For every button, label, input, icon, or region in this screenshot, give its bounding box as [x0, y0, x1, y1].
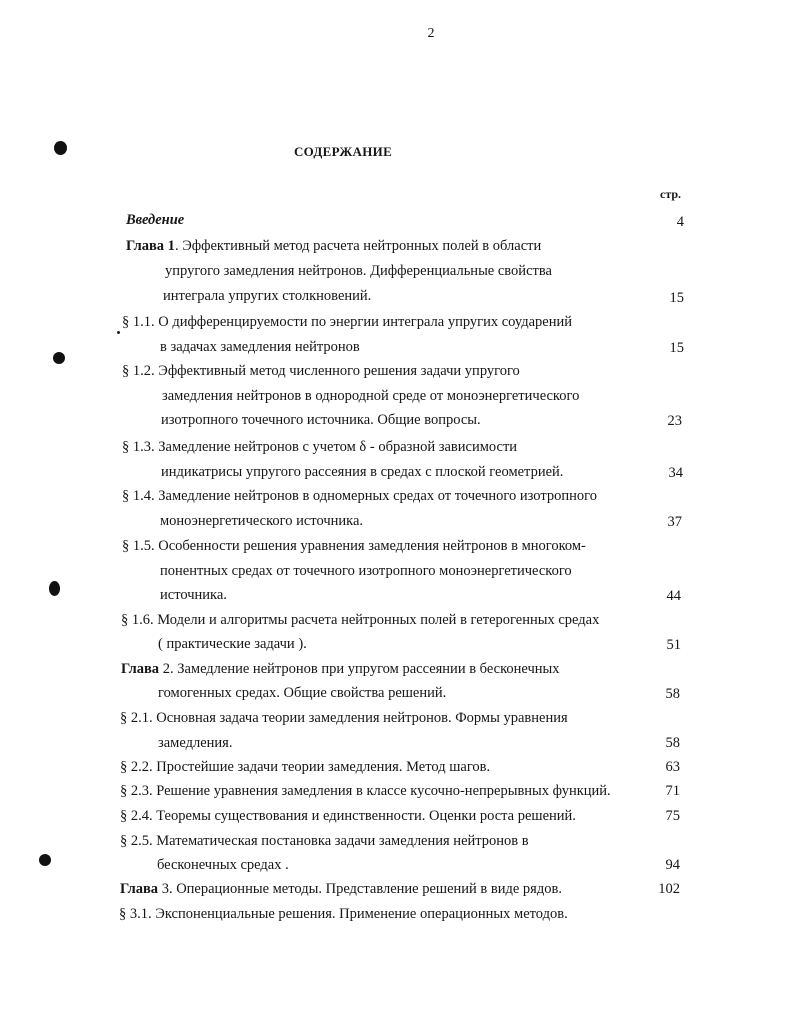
toc-section-2-5-cont: бесконечных средах .	[157, 857, 289, 873]
toc-section-1-2-cont: замедления нейтронов в однородной среде от моноэнергетического	[162, 388, 580, 404]
page-number: 2	[427, 26, 435, 41]
toc-chapter-1-page: 15	[669, 290, 684, 306]
toc-chapter-label: Глава	[120, 881, 159, 897]
toc-section-2-5-page: 94	[665, 857, 680, 873]
toc-section-2-4[interactable]: § 2.4. Теоремы существования и единственности. Оценки роста решений.	[120, 808, 576, 824]
toc-chapter-label: Глава 1	[126, 238, 175, 254]
toc-section-2-4-page: 75	[665, 808, 680, 824]
toc-section-1-5-cont: понентных средах от точечного изотропного моноэнергетического	[160, 563, 572, 579]
toc-section-1-3[interactable]: § 1.3. Замедление нейтронов с учетом δ - образной зависимости	[122, 439, 518, 455]
toc-intro[interactable]	[126, 211, 184, 229]
toc-section-2-5[interactable]: § 2.5. Математическая постановка задачи замедления нейтронов в	[120, 833, 529, 849]
toc-section-1-5-cont: источника.	[160, 587, 227, 603]
toc-section-2-2-page: 63	[665, 759, 680, 775]
scan-speck	[117, 331, 120, 334]
toc-section-3-1[interactable]: § 3.1. Экспоненциальные решения. Применение операционных методов.	[119, 906, 568, 922]
toc-chapter-text: 3. Операционные методы. Представление решений в виде рядов.	[158, 881, 562, 897]
toc-intro-page: 4	[676, 214, 684, 230]
toc-chapter-text: . Эффективный метод расчета нейтронных полей в области	[174, 238, 542, 254]
toc-section-1-6[interactable]: § 1.6. Модели и алгоритмы расчета нейтронных полей в гетерогенных средах	[121, 612, 600, 628]
toc-section-1-2[interactable]: § 1.2. Эффективный метод численного решения задачи упругого	[122, 363, 520, 379]
toc-section-1-5-page: 44	[666, 588, 681, 604]
toc-section-1-3-page: 34	[668, 465, 683, 481]
toc-section-2-3-page: 71	[665, 783, 680, 799]
toc-section-1-1-page: 15	[669, 340, 684, 356]
toc-section-1-1-cont: в задачах замедления нейтронов	[160, 339, 360, 355]
toc-section-1-4[interactable]: § 1.4. Замедление нейтронов в одномерных средах от точечного изотропного	[122, 488, 597, 504]
toc-chapter-1[interactable]	[126, 237, 541, 255]
toc-section-2-1-page: 58	[665, 735, 680, 751]
toc-section-1-3-cont: индикатрисы упругого рассеяния в средах с плоской геометрией.	[161, 464, 564, 480]
punch-hole-mark	[53, 352, 65, 364]
toc-section-1-2-page: 23	[667, 413, 682, 429]
toc-section-2-2[interactable]: § 2.2. Простейшие задачи теории замедления. Метод шагов.	[120, 759, 491, 775]
punch-hole-mark	[54, 141, 67, 155]
toc-section-1-2-cont: изотропного точечного источника. Общие вопросы.	[161, 412, 481, 428]
toc-chapter-3-page: 102	[658, 881, 680, 897]
toc-chapter-1-cont: упругого замедления нейтронов. Дифференциальные свойства	[165, 263, 552, 279]
toc-chapter-text: 2. Замедление нейтронов при упругом рассеянии в бесконечных	[159, 661, 560, 677]
toc-chapter-2-cont: гомогенных средах. Общие свойства решений.	[158, 685, 447, 701]
toc-chapter-2[interactable]	[121, 660, 560, 678]
toc-chapter-2-page: 58	[665, 686, 680, 702]
toc-section-1-4-page: 37	[667, 514, 682, 530]
toc-section-2-3[interactable]: § 2.3. Решение уравнения замедления в классе кусочно-непрерывных функций.	[120, 783, 611, 799]
toc-section-2-1-cont: замедления.	[158, 735, 233, 751]
toc-section-2-1[interactable]: § 2.1. Основная задача теории замедления нейтронов. Формы уравнения	[120, 710, 568, 726]
toc-section-1-6-cont: ( практические задачи ).	[158, 636, 307, 652]
toc-section-1-4-cont: моноэнергетического источника.	[160, 513, 364, 529]
toc-chapter-label: Глава	[121, 661, 160, 677]
page-column-label: стр.	[660, 187, 682, 201]
toc-section-1-1[interactable]: § 1.1. О дифференцируемости по энергии интеграла упругих соударений	[122, 314, 572, 330]
toc-chapter-1-cont: интеграла упругих столкновений.	[163, 288, 372, 304]
toc-section-1-6-page: 51	[666, 637, 681, 653]
punch-hole-mark	[39, 854, 51, 866]
toc-intro-title: Введение	[126, 212, 185, 228]
contents-heading: СОДЕРЖАНИЕ	[293, 144, 393, 159]
punch-hole-mark	[49, 581, 60, 596]
toc-chapter-3[interactable]	[120, 880, 562, 898]
toc-section-1-5[interactable]: § 1.5. Особенности решения уравнения замедления нейтронов в многоком-	[122, 538, 586, 554]
